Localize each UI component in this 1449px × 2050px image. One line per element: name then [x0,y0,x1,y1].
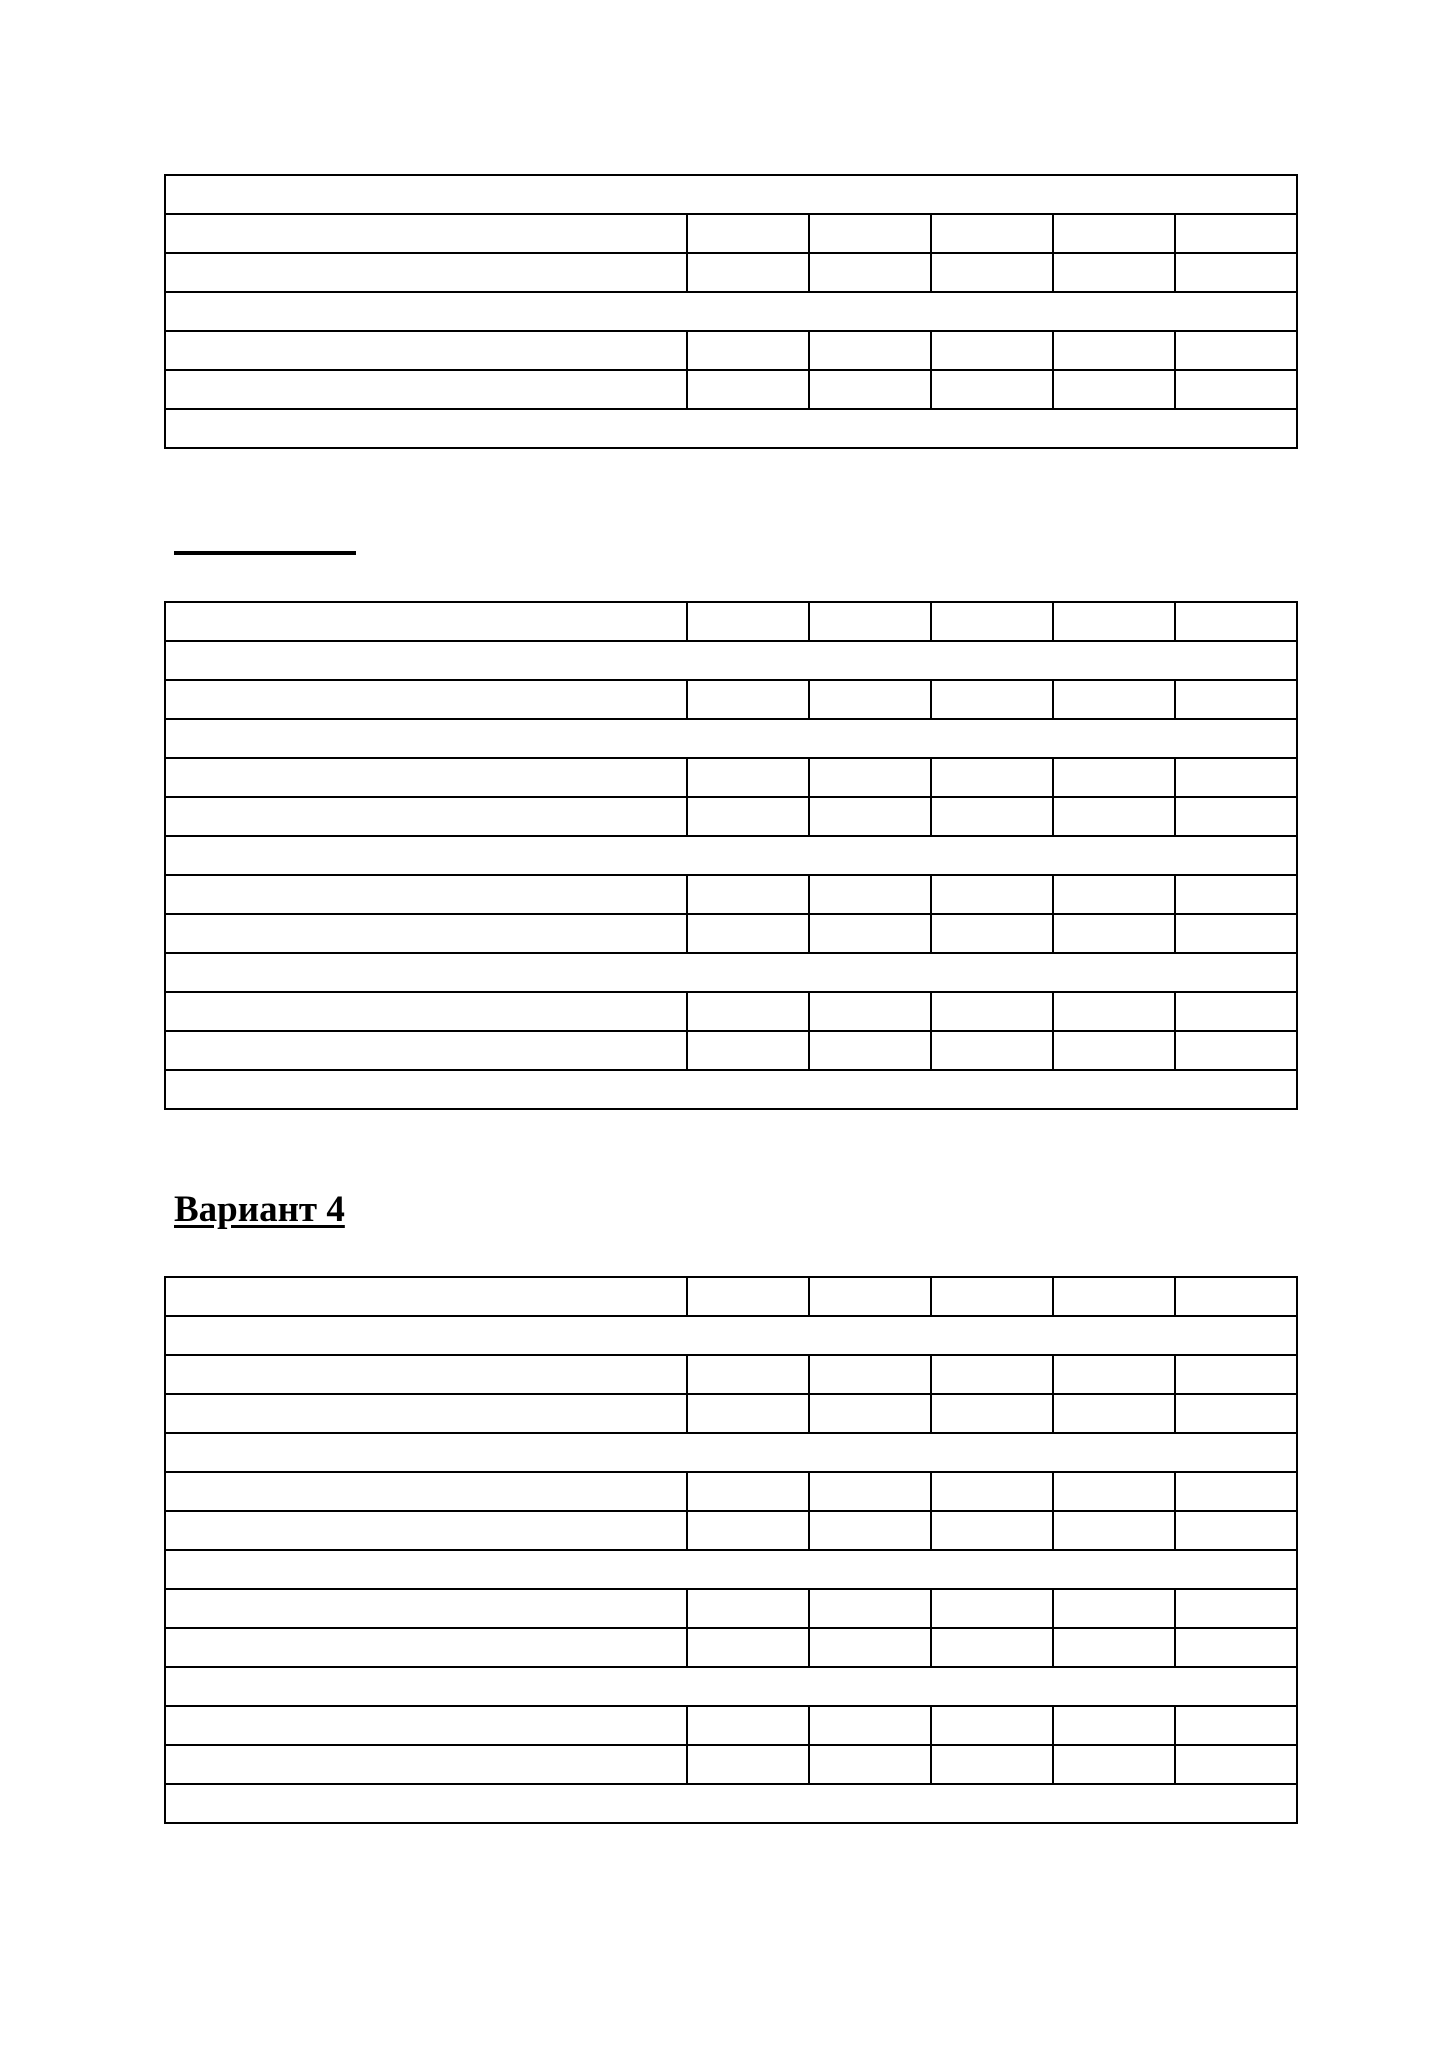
table-row-merged [165,292,1297,331]
table-row [165,1394,1297,1433]
table-cell [687,797,809,836]
table-cell [1175,758,1297,797]
table-cell [165,1472,687,1511]
table-row [165,1277,1297,1316]
table-cell [165,292,1297,331]
table-row-merged [165,1070,1297,1109]
table-cell [931,1589,1053,1628]
table-cell [687,1355,809,1394]
table-row [165,1355,1297,1394]
table-cell [931,253,1053,292]
table-cell [165,409,1297,448]
table-cell [687,1472,809,1511]
blank-heading-underline [174,551,356,555]
table-cell [1175,214,1297,253]
table-cell [165,1745,687,1784]
table-cell [165,253,687,292]
table-cell [809,1745,931,1784]
table-cell [165,1433,1297,1472]
table-cell [809,875,931,914]
table-cell [165,719,1297,758]
table-row [165,1031,1297,1070]
table-row-merged [165,1784,1297,1823]
table-cell [165,797,687,836]
table-cell [1175,1628,1297,1667]
table-cell [687,1628,809,1667]
table-cell [687,914,809,953]
table-cell [931,914,1053,953]
table-cell [1053,1706,1175,1745]
table-cell [687,1589,809,1628]
table-cell [165,214,687,253]
table-cell [165,1394,687,1433]
table-cell [1175,1511,1297,1550]
table-cell [931,1355,1053,1394]
table-cell [1053,1745,1175,1784]
table-row [165,680,1297,719]
table-row [165,214,1297,253]
table-cell [931,214,1053,253]
table-row [165,1628,1297,1667]
table-cell [165,1031,687,1070]
table-cell [1053,1628,1175,1667]
table-cell [1175,992,1297,1031]
table-cell [165,1277,687,1316]
table-cell [165,1550,1297,1589]
table-cell [165,641,1297,680]
table-cell [809,1355,931,1394]
table-cell [809,1031,931,1070]
table-cell [931,1511,1053,1550]
table-cell [687,214,809,253]
table-row-merged [165,175,1297,214]
table-cell [1175,1394,1297,1433]
table-cell [687,1745,809,1784]
table-cell [687,370,809,409]
table-row-merged [165,641,1297,680]
table-row [165,797,1297,836]
table-cell [1175,1277,1297,1316]
table-cell [165,875,687,914]
table-2-body [165,602,1297,1109]
table-cell [809,1394,931,1433]
table-cell [1175,914,1297,953]
table-cell [809,1277,931,1316]
table-cell [1053,758,1175,797]
table-cell [687,331,809,370]
variant-4-heading: Вариант 4 [174,1189,345,1230]
table-cell [809,797,931,836]
table-cell [687,1394,809,1433]
table-cell [1053,680,1175,719]
table-row [165,758,1297,797]
table-cell [931,1628,1053,1667]
table-cell [931,797,1053,836]
table-cell [809,1589,931,1628]
table-1-body [165,175,1297,448]
table-cell [1053,1277,1175,1316]
table-cell [809,602,931,641]
table-row-merged [165,1550,1297,1589]
table-cell [1175,370,1297,409]
table-cell [931,758,1053,797]
table-cell [165,914,687,953]
table-cell [165,1667,1297,1706]
table-row [165,914,1297,953]
table-cell [687,1031,809,1070]
table-cell [687,758,809,797]
table-cell [165,1070,1297,1109]
table-3 [164,1276,1298,1824]
table-cell [1053,1031,1175,1070]
table-cell [931,1472,1053,1511]
table-row [165,875,1297,914]
table-row-merged [165,1433,1297,1472]
table-cell [687,992,809,1031]
table-cell [165,1706,687,1745]
table-row [165,1511,1297,1550]
table-cell [165,1511,687,1550]
table-cell [165,1316,1297,1355]
table-cell [1053,1589,1175,1628]
table-cell [165,331,687,370]
table-cell [809,992,931,1031]
table-cell [165,175,1297,214]
table-cell [931,1394,1053,1433]
table-cell [165,1784,1297,1823]
table-cell [1175,1472,1297,1511]
table-cell [809,1511,931,1550]
table-cell [687,1511,809,1550]
table-cell [687,680,809,719]
table-row [165,1472,1297,1511]
table-cell [809,370,931,409]
table-cell [1175,1706,1297,1745]
table-row-merged [165,836,1297,875]
table-cell [1053,331,1175,370]
table-cell [1175,797,1297,836]
table-cell [931,1277,1053,1316]
table-cell [809,214,931,253]
table-row-merged [165,409,1297,448]
table-cell [1175,1745,1297,1784]
table-cell [931,1031,1053,1070]
table-row-merged [165,1667,1297,1706]
table-cell [931,875,1053,914]
table-row [165,370,1297,409]
table-cell [1053,1394,1175,1433]
table-row [165,253,1297,292]
table-cell [931,1706,1053,1745]
table-cell [809,758,931,797]
table-cell [687,1706,809,1745]
table-cell [1175,253,1297,292]
table-cell [165,953,1297,992]
table-cell [1053,1472,1175,1511]
table-cell [1053,602,1175,641]
table-cell [1175,875,1297,914]
table-cell [1175,331,1297,370]
table-cell [165,1355,687,1394]
table-cell [1175,602,1297,641]
table-cell [165,370,687,409]
table-row [165,602,1297,641]
table-cell [809,1472,931,1511]
table-1 [164,174,1298,449]
table-row-merged [165,1316,1297,1355]
table-cell [165,836,1297,875]
table-2 [164,601,1298,1110]
table-cell [165,602,687,641]
table-cell [1053,214,1175,253]
table-cell [1053,914,1175,953]
table-cell [1175,1589,1297,1628]
table-cell [809,1628,931,1667]
table-cell [1175,680,1297,719]
table-cell [1053,992,1175,1031]
table-cell [809,680,931,719]
table-cell [1175,1031,1297,1070]
table-cell [809,253,931,292]
table-cell [687,1277,809,1316]
table-cell [931,680,1053,719]
table-row [165,1589,1297,1628]
table-cell [931,331,1053,370]
table-cell [1053,1511,1175,1550]
table-cell [165,680,687,719]
table-row [165,992,1297,1031]
table-cell [1053,253,1175,292]
table-cell [809,914,931,953]
table-cell [687,253,809,292]
table-cell [809,331,931,370]
table-cell [1175,1355,1297,1394]
table-cell [931,370,1053,409]
table-cell [1053,797,1175,836]
table-cell [1053,370,1175,409]
table-cell [165,758,687,797]
table-cell [165,992,687,1031]
table-cell [687,875,809,914]
table-cell [931,602,1053,641]
table-cell [931,1745,1053,1784]
table-cell [687,602,809,641]
table-row-merged [165,953,1297,992]
table-cell [1053,875,1175,914]
table-3-body [165,1277,1297,1823]
table-cell [931,992,1053,1031]
table-row [165,1745,1297,1784]
table-cell [165,1628,687,1667]
table-cell [809,1706,931,1745]
table-cell [1053,1355,1175,1394]
table-row [165,331,1297,370]
table-row-merged [165,719,1297,758]
table-cell [165,1589,687,1628]
table-row [165,1706,1297,1745]
